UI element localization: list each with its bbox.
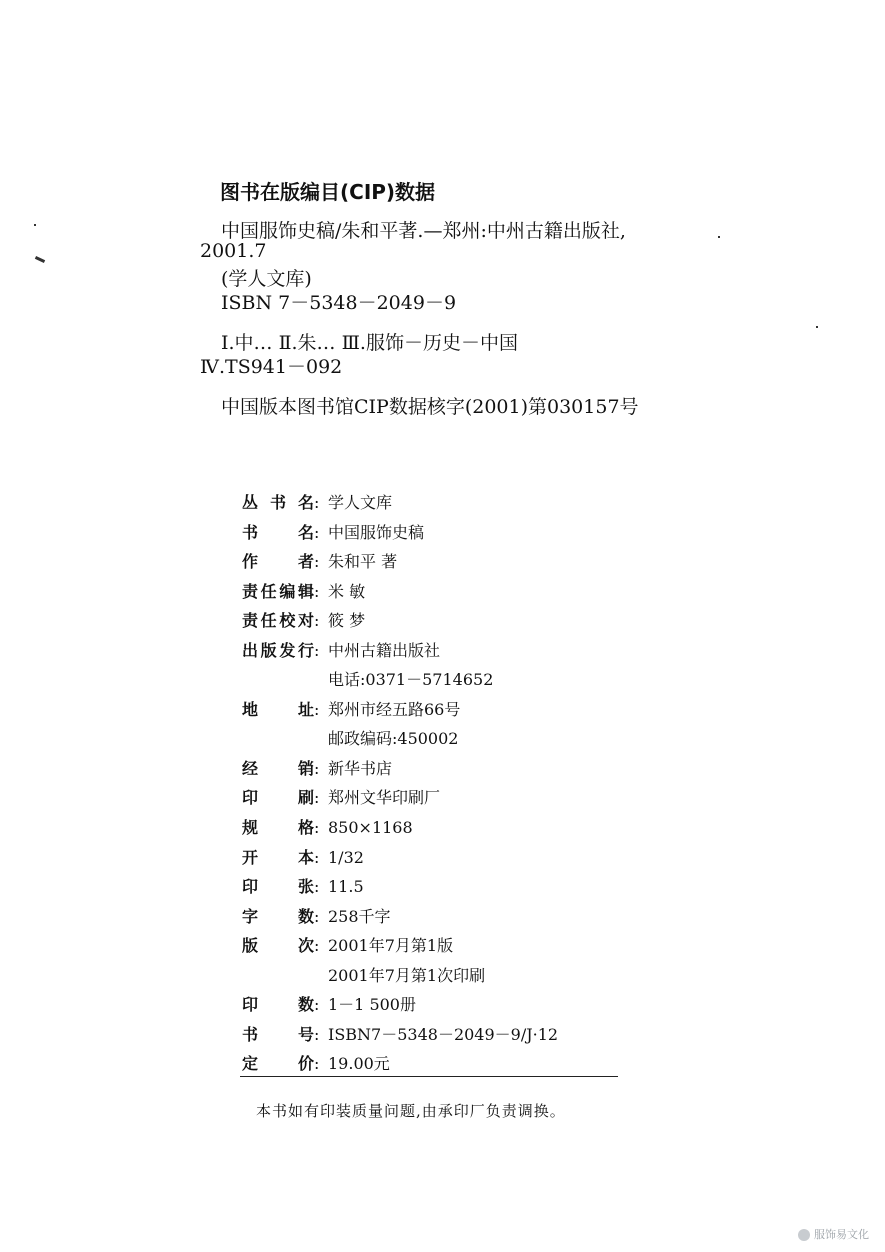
watermark: 服饰易文化 — [798, 1226, 869, 1242]
cip-line-2: 2001.7 — [200, 240, 267, 262]
imprint-row: 印数: 1－1 500册 — [242, 995, 416, 1014]
imprint-row: 责任校对: 筱 梦 — [242, 611, 366, 630]
imprint-continuation: 邮政编码:450002 — [328, 729, 459, 748]
imprint-row: 丛书名: 学人文库 — [242, 493, 393, 512]
imprint-row: 开本: 1/32 — [242, 848, 364, 867]
imprint-row: 印刷: 郑州文华印刷厂 — [242, 788, 441, 807]
quality-notice: 本书如有印装质量问题,由承印厂负责调换。 — [256, 1102, 566, 1120]
cip-title: 图书在版编目(CIP)数据 — [220, 180, 436, 204]
imprint-row: 经销: 新华书店 — [242, 759, 393, 778]
cip-line-1: 中国服饰史稿/朱和平著.—郑州:中州古籍出版社, — [221, 220, 626, 242]
imprint-row: 规格: 850×1168 — [242, 818, 413, 837]
scan-speck — [34, 224, 36, 226]
cip-line-4: ISBN 7－5348－2049－9 — [221, 292, 457, 314]
imprint-row: 作者: 朱和平 著 — [242, 552, 398, 571]
scan-speck — [816, 326, 818, 328]
imprint-row: 印张: 11.5 — [242, 877, 364, 896]
imprint-row: 书号: ISBN7－5348－2049－9/J·12 — [242, 1025, 559, 1044]
imprint-row: 书名: 中国服饰史稿 — [242, 523, 425, 542]
scan-speck — [35, 256, 45, 263]
imprint-row: 地址: 郑州市经五路66号 — [242, 700, 461, 719]
cip-line-3: (学人文库) — [221, 268, 312, 290]
cip-line-6: Ⅳ.TS941－092 — [200, 356, 343, 378]
divider-rule — [240, 1076, 618, 1077]
imprint-row: 字数: 258千字 — [242, 907, 391, 926]
imprint-continuation: 电话:0371－5714652 — [328, 670, 494, 689]
imprint-row: 定价: 19.00元 — [242, 1054, 390, 1073]
cip-line-7: 中国版本图书馆CIP数据核字(2001)第030157号 — [221, 396, 639, 418]
imprint-row: 出版发行: 中州古籍出版社 — [242, 641, 441, 660]
imprint-row: 版次: 2001年7月第1版 — [242, 936, 454, 955]
imprint-row: 责任编辑: 米 敏 — [242, 582, 366, 601]
watermark-logo-icon — [798, 1229, 810, 1241]
imprint-continuation: 2001年7月第1次印刷 — [328, 966, 486, 985]
cip-line-5: Ⅰ.中… Ⅱ.朱… Ⅲ.服饰－历史－中国 — [221, 332, 518, 354]
scan-speck — [718, 236, 720, 238]
